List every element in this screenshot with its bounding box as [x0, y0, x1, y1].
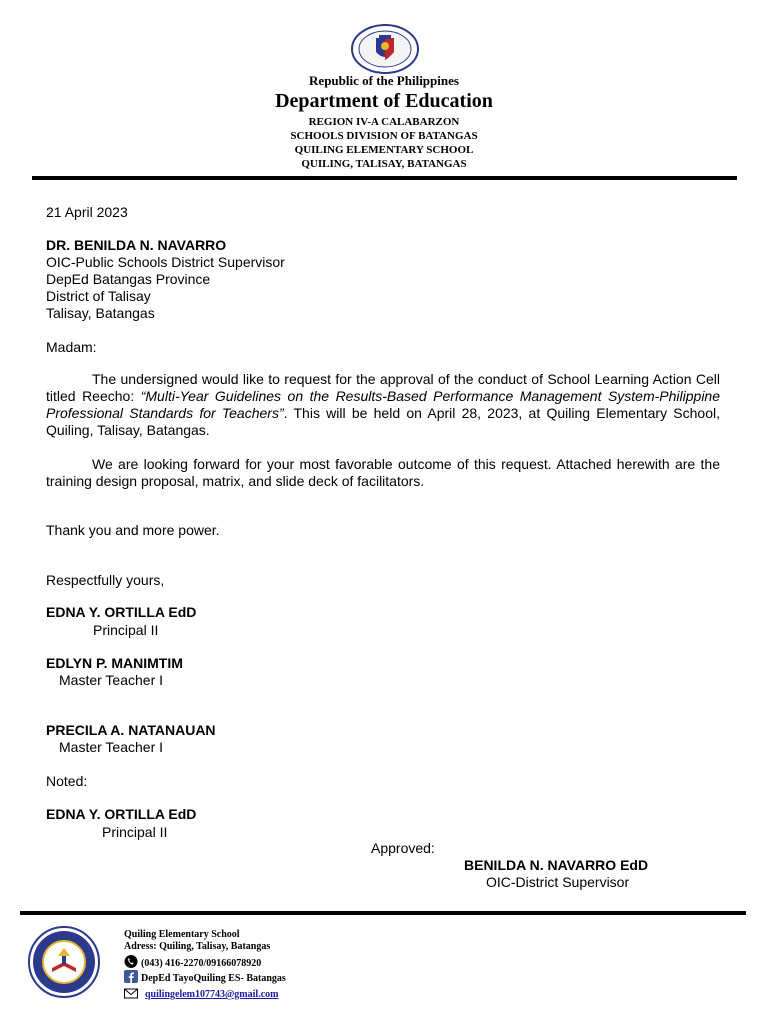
noted-name: EDNA Y. ORTILLA EdD	[46, 806, 197, 822]
letter-date: 21 April 2023	[46, 204, 128, 220]
signatory-name: PRECILA A. NATANAUAN	[46, 722, 216, 738]
school-address-line: QUILING, TALISAY, BATANGAS	[301, 158, 467, 170]
recipient-district: District of Talisay	[46, 288, 151, 304]
region-line: REGION IV-A CALABARZON	[308, 116, 460, 128]
mail-icon	[124, 987, 138, 1000]
recipient-office: DepEd Batangas Province	[46, 271, 211, 287]
footer-email-link[interactable]: quilingelem107743@gmail.com	[145, 989, 279, 1000]
noted-title: Principal II	[102, 824, 168, 840]
closing-line: Respectfully yours,	[46, 572, 165, 588]
division-line: SCHOOLS DIVISION OF BATANGAS	[290, 130, 478, 142]
footer-facebook: DepEd TayoQuiling ES- Batangas	[141, 973, 286, 984]
footer-school-name: Quiling Elementary School	[124, 929, 240, 940]
republic-heading: Republic of the Philippines	[309, 73, 459, 88]
paragraph-1-lead: The undersigned would like to request for the approval of the conduct of School Learning Action Cell titled Reecho:	[46, 371, 720, 404]
signatory-name: EDNA Y. ORTILLA EdD	[46, 604, 197, 620]
school-line: QUILING ELEMENTARY SCHOOL	[294, 144, 474, 156]
approved-title: OIC-District Supervisor	[486, 874, 630, 890]
seminar-title: “Multi-Year Guidelines on the Results-Based Performance Management System-Philippine Professional Standards for Teachers”	[46, 388, 721, 421]
signatory-title: Master Teacher I	[59, 739, 164, 755]
header-divider	[32, 176, 737, 180]
body-paragraph-2: We are looking forward for your most favorable outcome of this request. Attached herewith are the training design proposal, matrix, and slide deck of facilitators.	[46, 456, 720, 489]
footer-divider	[20, 911, 746, 915]
recipient-title: OIC-Public Schools District Supervisor	[46, 254, 285, 270]
recipient-name: DR. BENILDA N. NAVARRO	[46, 237, 227, 253]
paragraph-1-tail: . This will be held on April 28, 2023, at Quiling Elementary School, Quiling, Talisay, Batangas.	[46, 405, 720, 438]
signatory-title: Master Teacher I	[59, 672, 164, 688]
signatory-name: EDLYN P. MANIMTIM	[46, 655, 183, 671]
approved-name: BENILDA N. NAVARRO EdD	[464, 857, 649, 873]
facebook-icon	[124, 970, 138, 983]
salutation: Madam:	[46, 339, 97, 355]
footer-phone: (043) 416-2270/09166078920	[141, 958, 262, 969]
approved-label: Approved:	[371, 840, 435, 856]
signatory-title: Principal II	[93, 622, 159, 638]
thanks-line: Thank you and more power.	[46, 522, 220, 538]
phone-icon	[124, 955, 138, 968]
department-heading: Department of Education	[275, 90, 493, 112]
deped-seal-icon	[351, 24, 419, 74]
footer-address: Adress: Quiling, Talisay, Batangas	[124, 941, 271, 952]
noted-label: Noted:	[46, 773, 88, 789]
recipient-location: Talisay, Batangas	[46, 305, 155, 321]
school-seal-icon	[28, 926, 100, 998]
body-paragraph-1	[46, 371, 720, 439]
